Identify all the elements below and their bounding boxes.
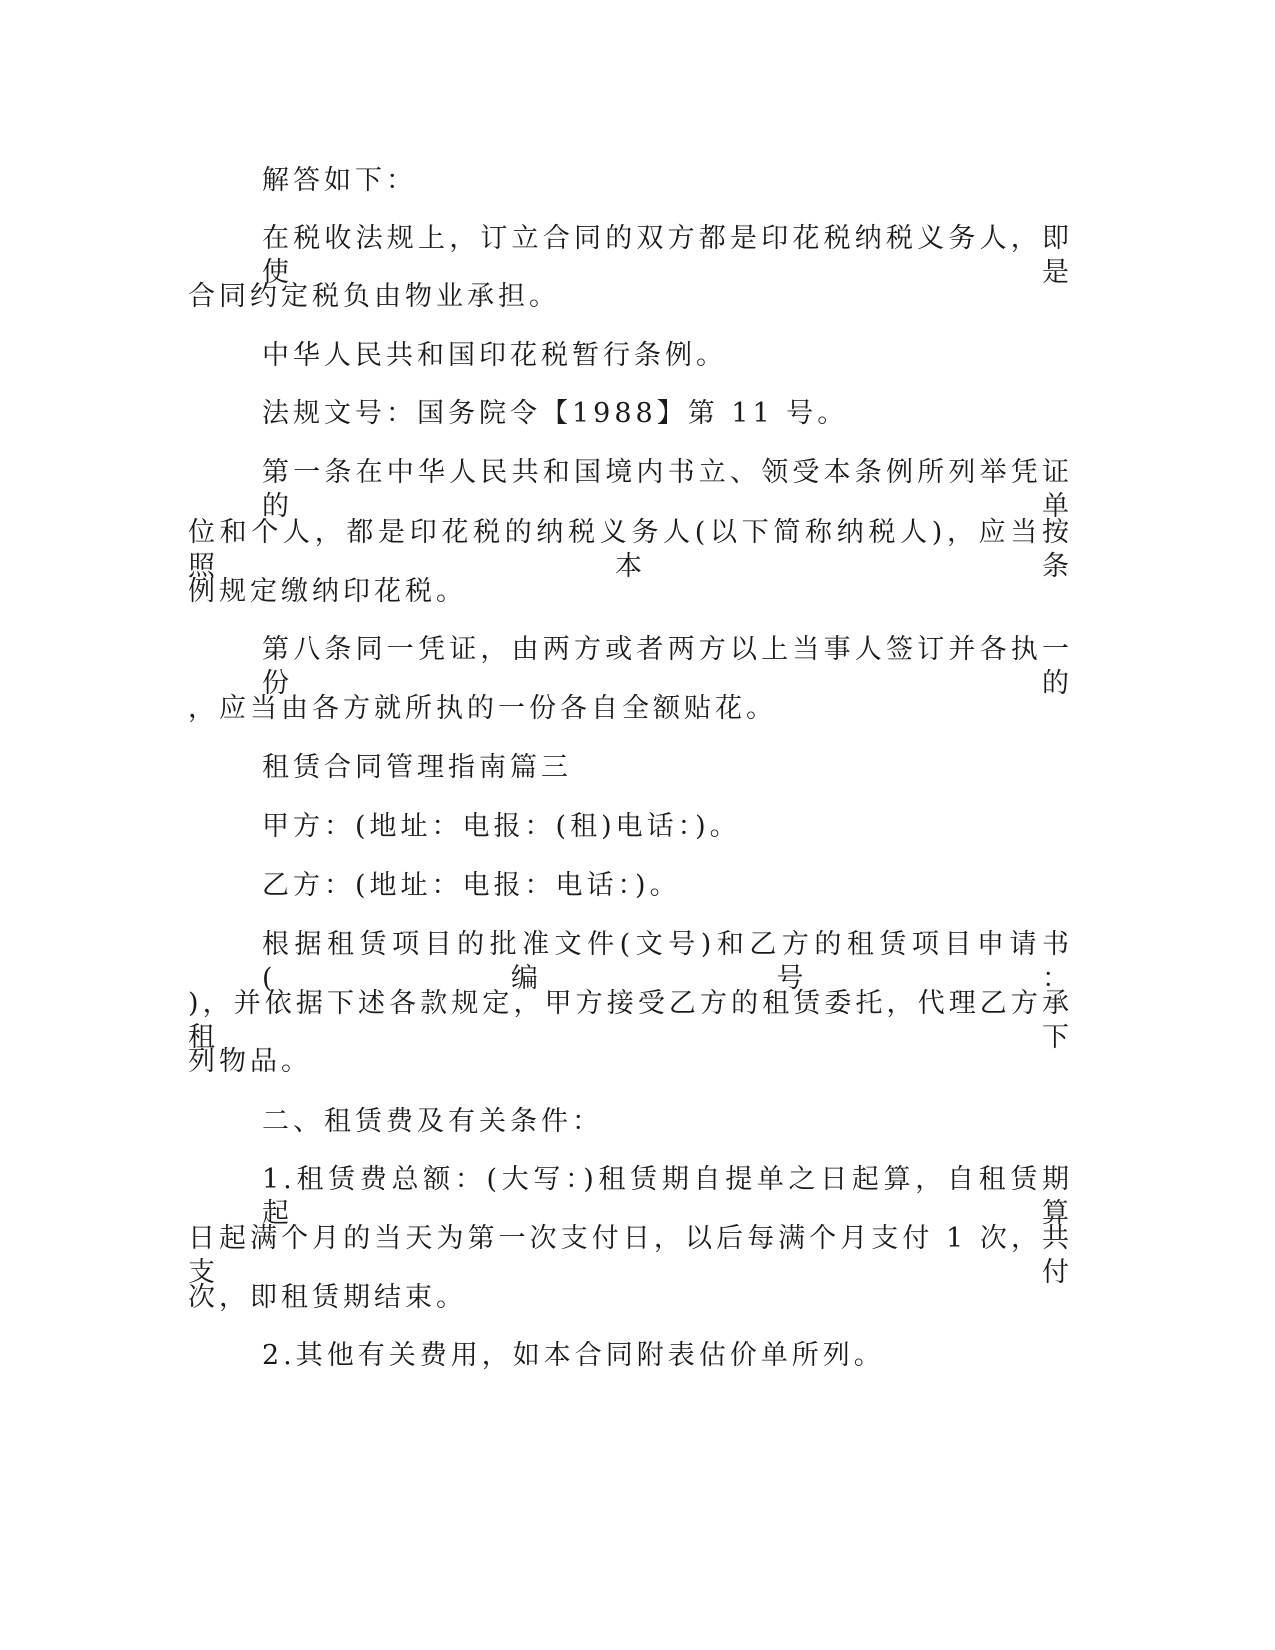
- text-line: 解答如下：: [262, 165, 417, 196]
- text-line: 乙方：(地址：电报：电话：)。: [262, 870, 681, 901]
- text-line: 第八条同一凭证，由两方或者两方以上当事人签订并各执一份的: [262, 634, 1073, 699]
- text-line: 合同约定税负由物业承担。: [188, 281, 560, 312]
- text-line: 日起满个月的当天为第一次支付日，以后每满个月支付 1 次，共支付: [188, 1223, 1073, 1288]
- text-line: 例规定缴纳印花税。: [188, 576, 467, 607]
- section-heading: 二、租赁费及有关条件：: [262, 1106, 603, 1137]
- text-line: 中华人民共和国印花税暂行条例。: [262, 340, 727, 371]
- text-line: 位和个人，都是印花税的纳税义务人(以下简称纳税人)，应当按照本条: [188, 517, 1073, 582]
- text-line: 2.其他有关费用，如本合同附表估价单所列。: [262, 1340, 885, 1371]
- text-line: 1.租赁费总额：(大写：)租赁期自提单之日起算，自租赁期起算: [262, 1164, 1073, 1229]
- text-line: 在税收法规上，订立合同的双方都是印花税纳税义务人，即使是: [262, 223, 1073, 288]
- text-line: 次，即租赁期结束。: [188, 1282, 467, 1313]
- text-line: ，应当由各方就所执的一份各自全额贴花。: [188, 693, 777, 724]
- text-line: 根据租赁项目的批准文件(文号)和乙方的租赁项目申请书(编号：: [262, 929, 1073, 994]
- text-line: )，并依据下述各款规定，甲方接受乙方的租赁委托，代理乙方承租下: [188, 988, 1073, 1053]
- text-line: 法规文号：国务院令【1988】第 11 号。: [262, 398, 849, 429]
- section-heading: 租赁合同管理指南篇三: [262, 752, 572, 783]
- text-line: 列物品。: [188, 1046, 312, 1077]
- text-line: 甲方：(地址：电报：(租)电话：)。: [262, 811, 741, 842]
- text-line: 第一条在中华人民共和国境内书立、领受本条例所列举凭证的单: [262, 457, 1073, 522]
